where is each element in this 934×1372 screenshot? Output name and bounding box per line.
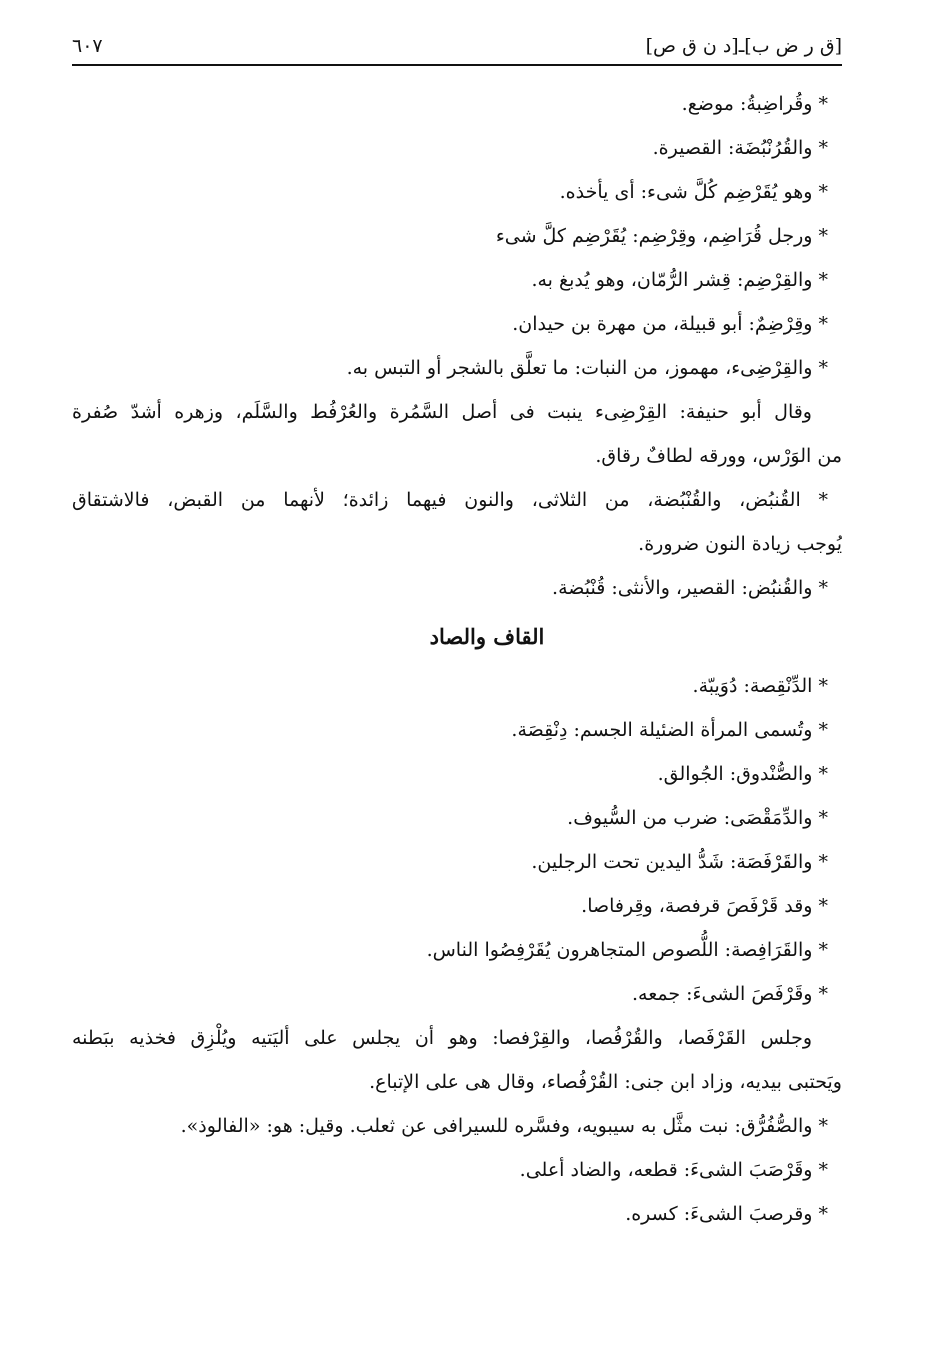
paragraph-line: وجلس القَرْفَصا، والقُرْفُصا، والقِرْفصا: وهو أن يجلس على أليَتيه ويُلْزِق فخذيه ببَطنه [72, 1027, 812, 1049]
entry-line: * وهو يُقَرْضِم كُلَّ شىء: أى يأخذه. [559, 181, 828, 203]
entry-line: * والدِّمَقْصَى: ضرب من السُّيوف. [567, 807, 828, 829]
entry-line: * والقِرْضِم: قِشر الرُّمّان، وهو يُدبغ به. [531, 269, 828, 291]
entry-line: * القُنبُض، والقُنْبُضة، من الثلاثى، والنون فيهما زائدة؛ لأنهما من القبض، فالاشتقاق [72, 489, 828, 511]
entry-line: * وتُسمى المرأة الضئيلة الجسم: دِنْقِصَة. [511, 719, 828, 741]
entry-line: * ورجل قُرَاضِم، وقِرْضِم: يُقَرْضِم كلَّ شىء [495, 225, 828, 247]
page-number: ٦٠٧ [72, 35, 103, 57]
root-letters-label: [ق ر ض ب]ـ[د ن ق ص] [645, 35, 842, 57]
entry-line: * وقِرْضِمٌ: أبو قبيلة، من مهرة بن حيدان. [512, 313, 828, 335]
paragraph-line: وقال أبو حنيفة: القِرْضِىء ينبت فى أصل السَّمُرة والعُرْفُط والسَّلَم، وزهره أشدّ صُفرة [72, 401, 812, 423]
entry-line: * والقَرَافِصة: اللُّصوص المتجاهرون يُقَرْفِصُوا الناس. [426, 939, 828, 961]
entry-line: * وقَرْفَصَ الشىءَ: جمعه. [631, 983, 828, 1005]
entry-line: * وقرصبَ الشىءَ: كسره. [625, 1203, 828, 1225]
entry-line: * والقُنبُض: القصير، والأنثى: قُنْبُضة. [552, 577, 828, 599]
entry-line: * وقُراضِبةُ: موضع. [681, 93, 828, 115]
page-header [72, 30, 842, 62]
entry-line: * والصُّفُرُّق: نبت مثَّل به سيبويه، وفسَّره للسيرافى عن ثعلب. وقيل: هو: «الفالوذ». [180, 1115, 828, 1137]
entry-line: * وقَرْصَبَ الشىءَ: قطعه، والضاد أعلى. [519, 1159, 828, 1181]
entry-line: * والصُّنْدوق: الجُوالق. [657, 763, 828, 785]
header-divider [72, 64, 842, 66]
entry-line: * الدِّنْقِصة: دُوَيبّة. [692, 675, 828, 697]
entry-line: * والقِرْضِىء، مهموز، من النبات: ما تعلَّق بالشجر أو التبس به. [346, 357, 828, 379]
entry-line: * والقَرْفَصَة: شَدُّ اليدين تحت الرجلين. [531, 851, 828, 873]
page-body [72, 82, 842, 1236]
entry-line: * والقُرُنْبُضَة: القصيرة. [652, 137, 828, 159]
paragraph-line: ويَحتبى بيديه، وزاد ابن جنى: القُرْفُصاء، وقال هى على الإتباع. [369, 1071, 842, 1093]
section-heading: القاف والصاد [429, 624, 545, 649]
paragraph-line: من الوَرْس، وورقه لطافٌ رقاق. [595, 445, 842, 467]
paragraph-line: يُوجب زيادة النون ضرورة. [638, 533, 842, 555]
entry-line: * وقد قَرْفَصَ قرفصة، وقِرفاصا. [581, 895, 828, 917]
